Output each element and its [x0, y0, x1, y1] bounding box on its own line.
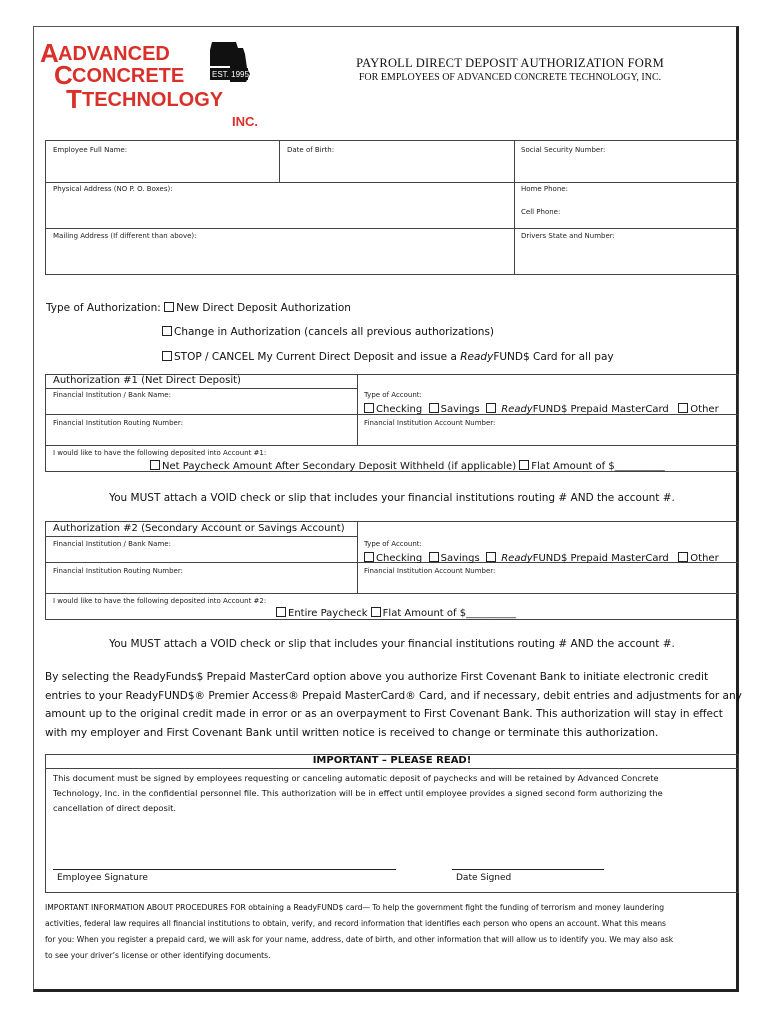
- auth1-checking-label: Checking: [376, 404, 423, 415]
- employee-name-field[interactable]: Employee Full Name:: [53, 146, 128, 154]
- cell-phone-field[interactable]: Cell Phone:: [521, 208, 561, 216]
- authorization-type-row-2: [162, 326, 494, 338]
- auth1-account-type-options: [364, 403, 719, 415]
- auth2-other-label: Other: [690, 553, 719, 564]
- authorization-type-label: Type of Authorization:: [46, 302, 161, 314]
- employee-info-grid: [45, 140, 739, 275]
- auth2-readyfunds-label: FUND$ Prepaid MasterCard: [532, 553, 669, 564]
- ssn-field[interactable]: Social Security Number:: [521, 146, 606, 154]
- home-phone-field[interactable]: Home Phone:: [521, 185, 568, 193]
- auth2-entire-paycheck-checkbox[interactable]: [276, 607, 286, 617]
- mailing-address-field[interactable]: Mailing Address (If different than above):: [53, 232, 197, 240]
- auth1-routing-field[interactable]: Financial Institution Routing Number:: [53, 419, 183, 427]
- auth1-net-paycheck-label: Net Paycheck Amount After Secondary Deposit Withheld (if applicable): [162, 461, 517, 472]
- stop-cancel-label-post: FUND$ Card for all pay: [493, 351, 614, 363]
- auth2-savings-label: Savings: [440, 553, 480, 564]
- important-line-2: Technology, Inc. in the confidential personnel file. This authorization will be in effect until employee provides a signed second form authorizing the: [53, 788, 663, 798]
- drivers-license-field[interactable]: Drivers State and Number:: [521, 232, 615, 240]
- important-text: [53, 771, 737, 816]
- auth1-deposit-label: I would like to have the following deposited into Account #1:: [53, 449, 267, 457]
- auth2-checking-checkbox[interactable]: [364, 552, 374, 562]
- company-logo: [40, 38, 270, 130]
- consent-line-1: By selecting the ReadyFunds$ Prepaid MasterCard option above you authorize First Covenant Bank to initiate electronic credit: [45, 671, 709, 683]
- footer-line-2: activities, federal law requires all financial institutions to obtain, verify, and record information that identifies each person who opens an account. What this means: [45, 919, 667, 928]
- signature-label: Employee Signature: [57, 873, 148, 883]
- change-authorization-label: Change in Authorization (cancels all previous authorizations): [174, 326, 495, 338]
- important-line-1: This document must be signed by employees requesting or canceling automatic deposit of paychecks and will be retained by Advanced Concrete: [53, 773, 659, 783]
- auth2-account-number-field[interactable]: Financial Institution Account Number:: [364, 567, 496, 575]
- auth1-readyfunds-label: FUND$ Prepaid MasterCard: [532, 404, 669, 415]
- auth1-savings-label: Savings: [440, 404, 480, 415]
- footer-line-4: to see your driver’s license or other identifying documents.: [45, 951, 271, 960]
- auth2-account-type-label: Type of Account:: [364, 540, 422, 548]
- new-deposit-label: New Direct Deposit Authorization: [176, 302, 351, 314]
- auth1-other-checkbox[interactable]: [678, 403, 688, 413]
- footer-notice: [45, 900, 745, 964]
- auth1-readyfunds-italic: Ready: [501, 404, 533, 415]
- svg-text:INC.: INC.: [232, 114, 258, 129]
- important-title: IMPORTANT – PLEASE READ!: [312, 755, 472, 766]
- consent-line-3: amount up to the original credit made in error or as an overpayment to First Covenant Bank. This authorization will stay in effect: [45, 708, 723, 720]
- svg-text:A: A: [40, 38, 59, 68]
- auth1-flat-amount-label: Flat Amount of $__________: [531, 461, 665, 472]
- auth2-flat-amount-label: Flat Amount of $__________: [382, 608, 517, 619]
- auth2-deposit-options: [276, 607, 516, 619]
- auth2-routing-field[interactable]: Financial Institution Routing Number:: [53, 567, 183, 575]
- form-subtitle: FOR EMPLOYEES OF ADVANCED CONCRETE TECHNOLOGY, INC.: [358, 72, 662, 83]
- date-signed-line[interactable]: [452, 869, 604, 870]
- svg-text:ADVANCED: ADVANCED: [58, 43, 170, 65]
- void-notice-2: You MUST attach a VOID check or slip that includes your financial institutions routing # AND the account #.: [109, 638, 675, 650]
- svg-text:T: T: [66, 84, 82, 114]
- auth1-bank-name-field[interactable]: Financial Institution / Bank Name:: [53, 391, 171, 399]
- auth2-readyfunds-italic: Ready: [501, 553, 533, 564]
- date-signed-label: Date Signed: [456, 873, 512, 883]
- auth2-account-type-options: [364, 552, 719, 564]
- auth2-flat-amount-checkbox[interactable]: [371, 607, 381, 617]
- footer-line-3: for you: When you register a prepaid card, we will ask for your name, address, date of birth, and other information that will allow us to identify you. We may also ask: [45, 935, 674, 944]
- auth1-net-paycheck-checkbox[interactable]: [150, 460, 160, 470]
- auth2-title: Authorization #2 (Secondary Account or Savings Account): [53, 523, 345, 534]
- important-line-3: cancellation of direct deposit.: [53, 803, 177, 813]
- auth2-bank-name-field[interactable]: Financial Institution / Bank Name:: [53, 540, 171, 548]
- new-deposit-checkbox[interactable]: [164, 302, 174, 312]
- auth2-checking-label: Checking: [376, 553, 423, 564]
- stop-cancel-label-pre: STOP / CANCEL My Current Direct Deposit and issue a: [174, 351, 461, 363]
- auth2-entire-paycheck-label: Entire Paycheck: [288, 608, 368, 619]
- auth1-title: Authorization #1 (Net Direct Deposit): [53, 375, 241, 386]
- auth1-account-number-field[interactable]: Financial Institution Account Number:: [364, 419, 496, 427]
- auth1-checking-checkbox[interactable]: [364, 403, 374, 413]
- authorization-type-row-3: [162, 351, 614, 363]
- void-notice-1: You MUST attach a VOID check or slip that includes your financial institutions routing # AND the account #.: [109, 492, 675, 504]
- auth2-deposit-label: I would like to have the following deposited into Account #2:: [53, 597, 267, 605]
- signature-line[interactable]: [53, 869, 396, 870]
- consent-line-4: with my employer and First Covenant Bank until written notice is received to change or terminate this authorization.: [45, 726, 659, 739]
- change-authorization-checkbox[interactable]: [162, 326, 172, 336]
- auth1-savings-checkbox[interactable]: [429, 403, 439, 413]
- auth1-flat-amount-checkbox[interactable]: [519, 460, 529, 470]
- stop-cancel-checkbox[interactable]: [162, 351, 172, 361]
- auth2-other-checkbox[interactable]: [678, 552, 688, 562]
- auth1-readyfunds-checkbox[interactable]: [486, 403, 496, 413]
- auth1-account-type-label: Type of Account:: [364, 391, 422, 399]
- svg-text:C: C: [54, 60, 73, 90]
- consent-line-2: entries to your ReadyFUND$® Premier Access® Prepaid MasterCard® Card, and if necessary, debit entries and adjustments for any: [45, 689, 742, 702]
- form-title: PAYROLL DIRECT DEPOSIT AUTHORIZATION FORM: [356, 56, 664, 70]
- authorization-type-row-1: [46, 302, 351, 314]
- svg-text:EST. 1995: EST. 1995: [212, 70, 249, 79]
- auth2-readyfunds-checkbox[interactable]: [486, 552, 496, 562]
- physical-address-field[interactable]: Physical Address (NO P. O. Boxes):: [53, 185, 173, 193]
- auth1-deposit-options: [150, 460, 665, 472]
- footer-line-1: IMPORTANT INFORMATION ABOUT PROCEDURES FOR obtaining a ReadyFUND$ card— To help the government fight the funding of terrorism and money laundering: [45, 903, 665, 912]
- svg-text:TECHNOLOGY: TECHNOLOGY: [82, 89, 224, 111]
- consent-paragraph: [45, 668, 745, 742]
- stop-cancel-label-italic: Ready: [460, 351, 494, 363]
- dob-field[interactable]: Date of Birth:: [287, 146, 335, 154]
- auth2-savings-checkbox[interactable]: [429, 552, 439, 562]
- auth1-other-label: Other: [690, 404, 719, 415]
- svg-text:CONCRETE: CONCRETE: [72, 65, 185, 87]
